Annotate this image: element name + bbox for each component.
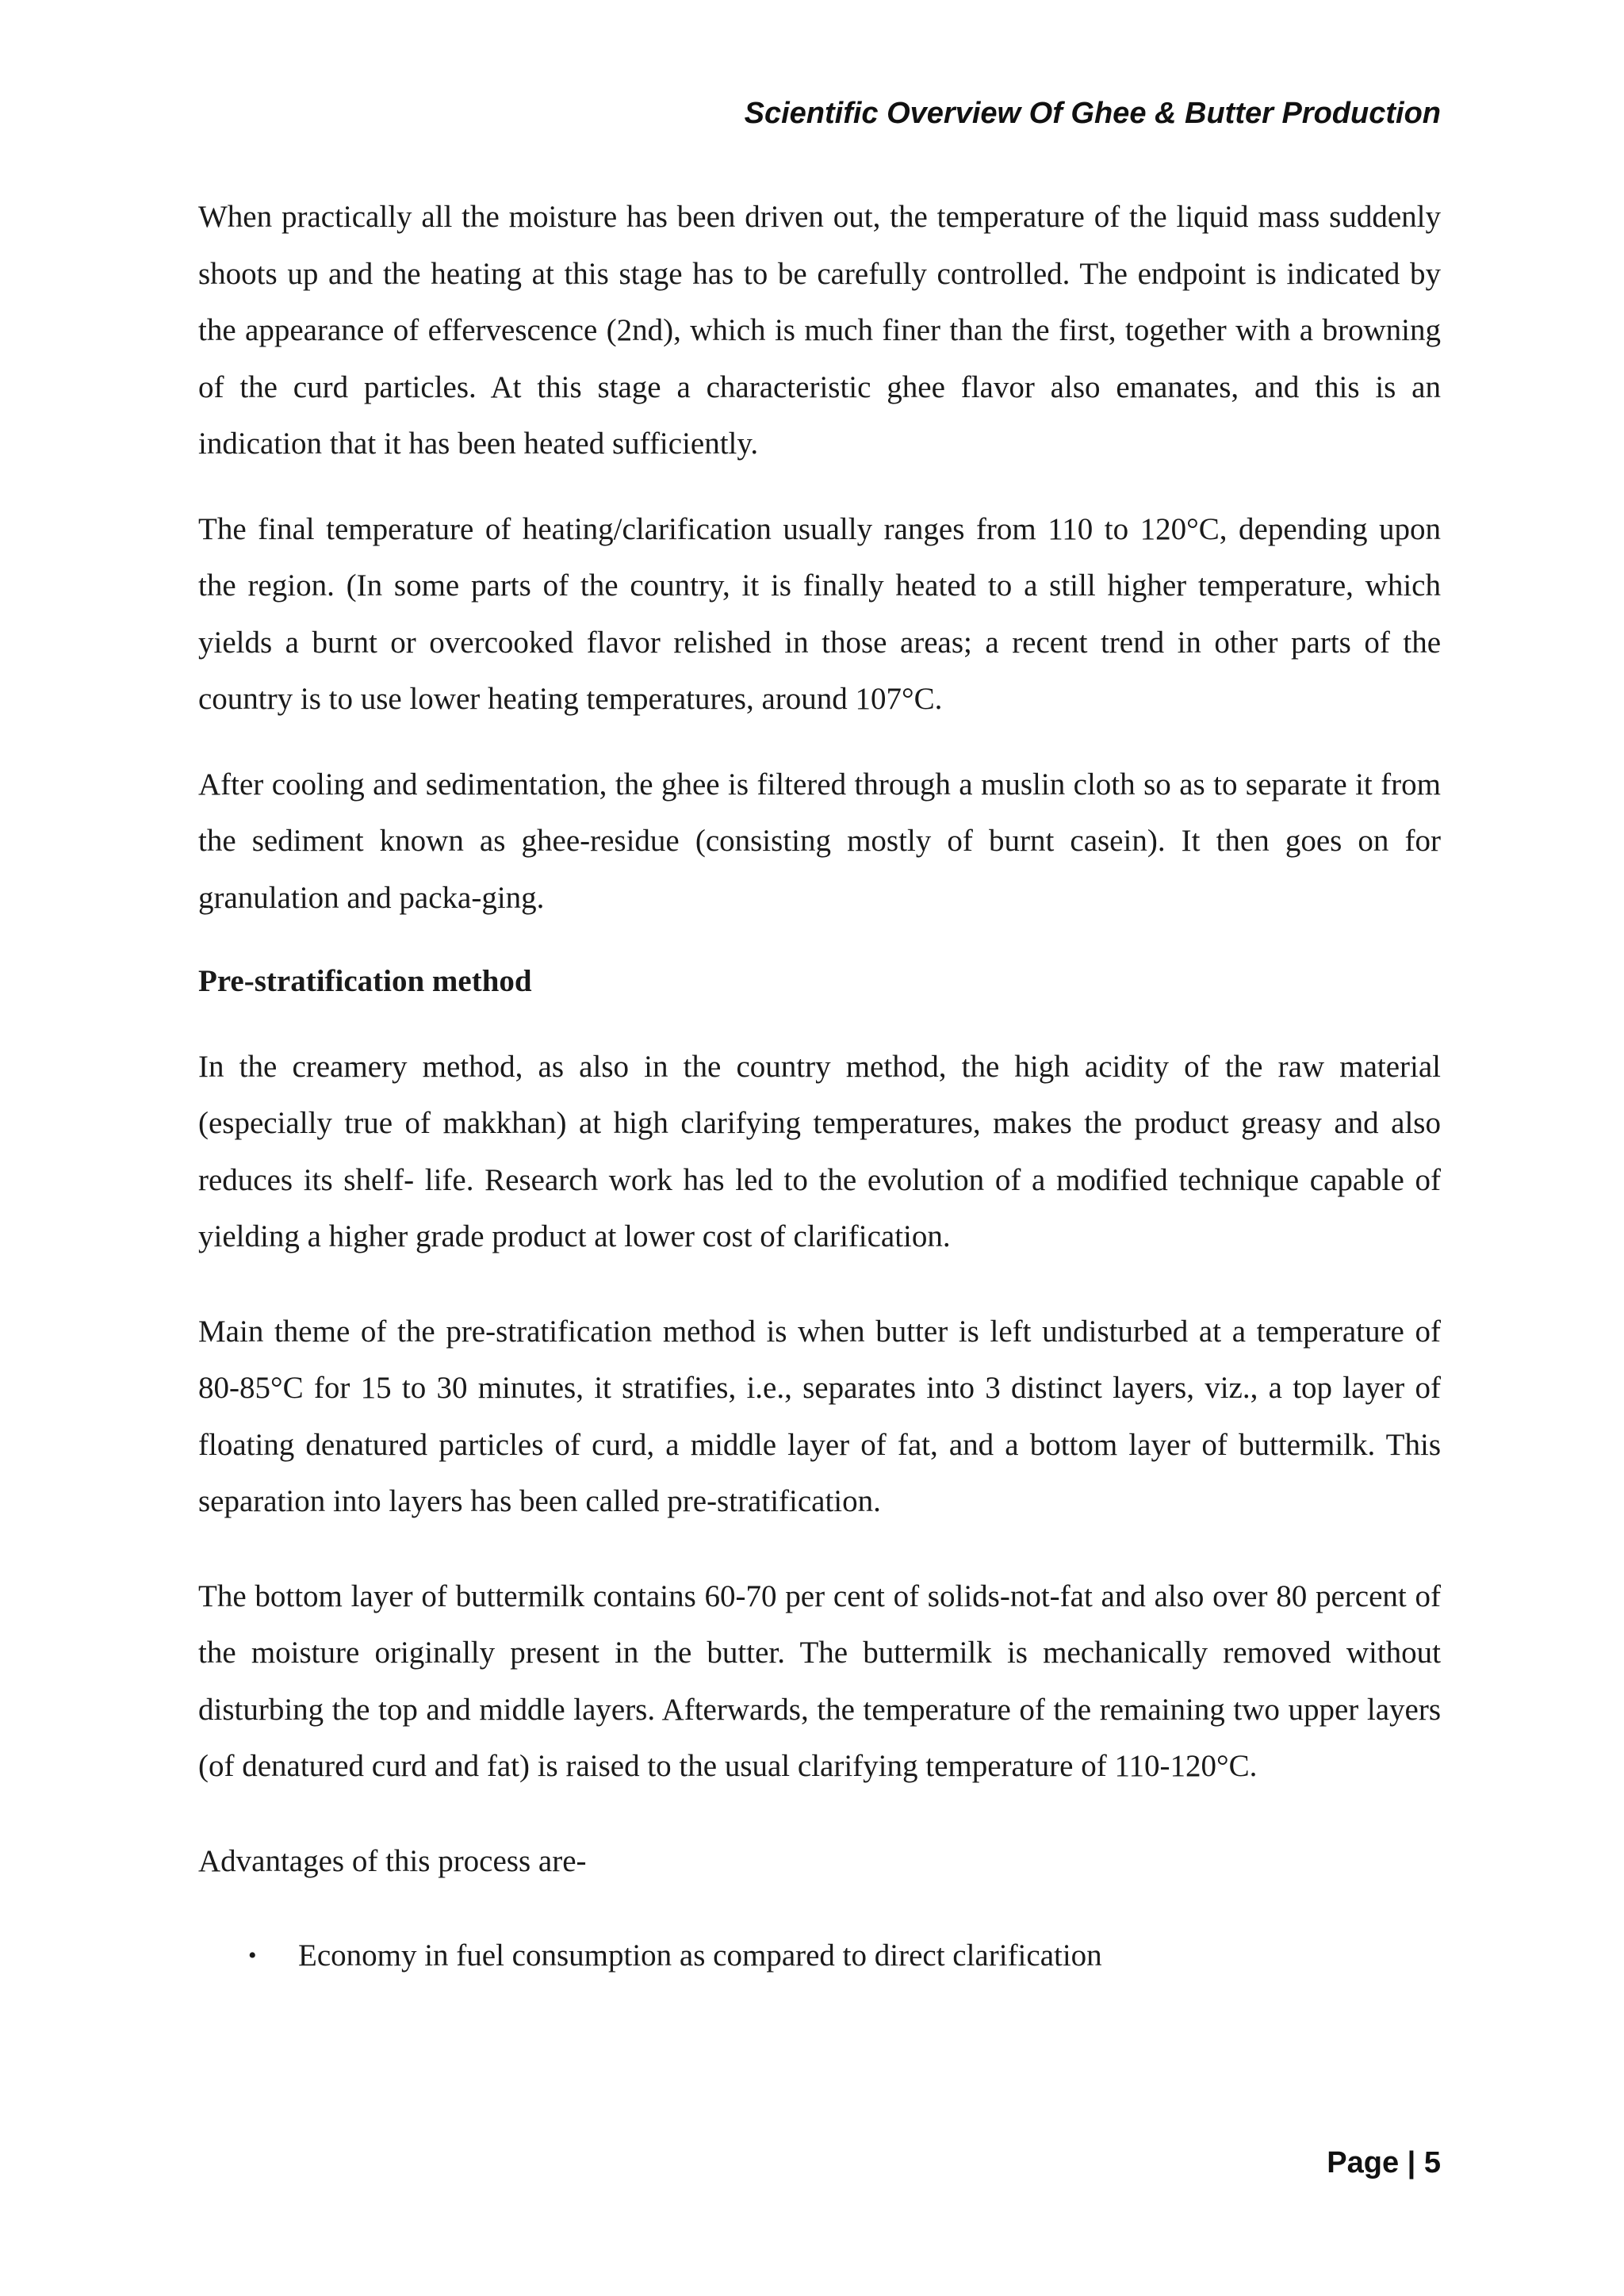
paragraph: After cooling and sedimentation, the ghee is filtered through a muslin cloth so as to separate it from the sediment known as ghee-residue (consisting mostly of burnt casein). It then goes on for granulation and packa-ging.	[198, 767, 1441, 915]
running-header: Scientific Overview Of Ghee & Butter Production	[744, 97, 1441, 130]
list-item-text: Economy in fuel consumption as compared to direct clarification	[298, 1938, 1102, 1973]
paragraph: Main theme of the pre-stratification method is when butter is left undisturbed at a temperature of 80-85°C for 15 to 30 minutes, it stratifies, i.e., separates into 3 distinct layers, viz., a top layer of floating denatured particles of curd, a middle layer of fat, and a bottom layer of buttermilk. This separation into layers has been called pre-stratification.	[198, 1314, 1441, 1518]
paragraph: The bottom layer of buttermilk contains 60-70 per cent of solids-not-fat and also over 80 percent of the moisture originally present in the butter. The buttermilk is mechanically removed without disturbing the top and middle layers. Afterwards, the temperature of the remaining two upper layers (of denatured curd and fat) is raised to the usual clarifying temperature of 110-120°C.	[198, 1578, 1441, 1783]
advantages-intro: Advantages of this process are-	[198, 1843, 587, 1878]
paragraph: The final temperature of heating/clarification usually ranges from 110 to 120°C, depending upon the region. (In some parts of the country, it is finally heated to a still higher temperature, which yields a burnt or overcooked flavor relished in those areas; a recent trend in other parts of the country is to use lower heating temperatures, around 107°C.	[198, 511, 1441, 716]
section-heading: Pre-stratification method	[198, 964, 532, 998]
paragraph: In the creamery method, as also in the country method, the high acidity of the raw material (especially true of makkhan) at high clarifying temperatures, makes the product greasy and also reduces its shelf- life. Research work has led to the evolution of a modified technique capable of yielding a higher grade product at lower cost of clarification.	[198, 1049, 1441, 1253]
page-body	[198, 189, 1441, 1984]
paragraph: When practically all the moisture has been driven out, the temperature of the liquid mass suddenly shoots up and the heating at this stage has to be carefully controlled. The endpoint is indicated by the appearance of effervescence (2nd), which is much finer than the first, together with a browning of the curd particles. At this stage a characteristic ghee flavor also emanates, and this is an indication that it has been heated sufficiently.	[198, 200, 1441, 461]
advantages-list	[198, 1927, 1441, 1984]
list-item	[198, 1927, 1441, 1984]
bullet-icon: •	[248, 1942, 257, 1969]
page-number: Page | 5	[1327, 2146, 1441, 2179]
